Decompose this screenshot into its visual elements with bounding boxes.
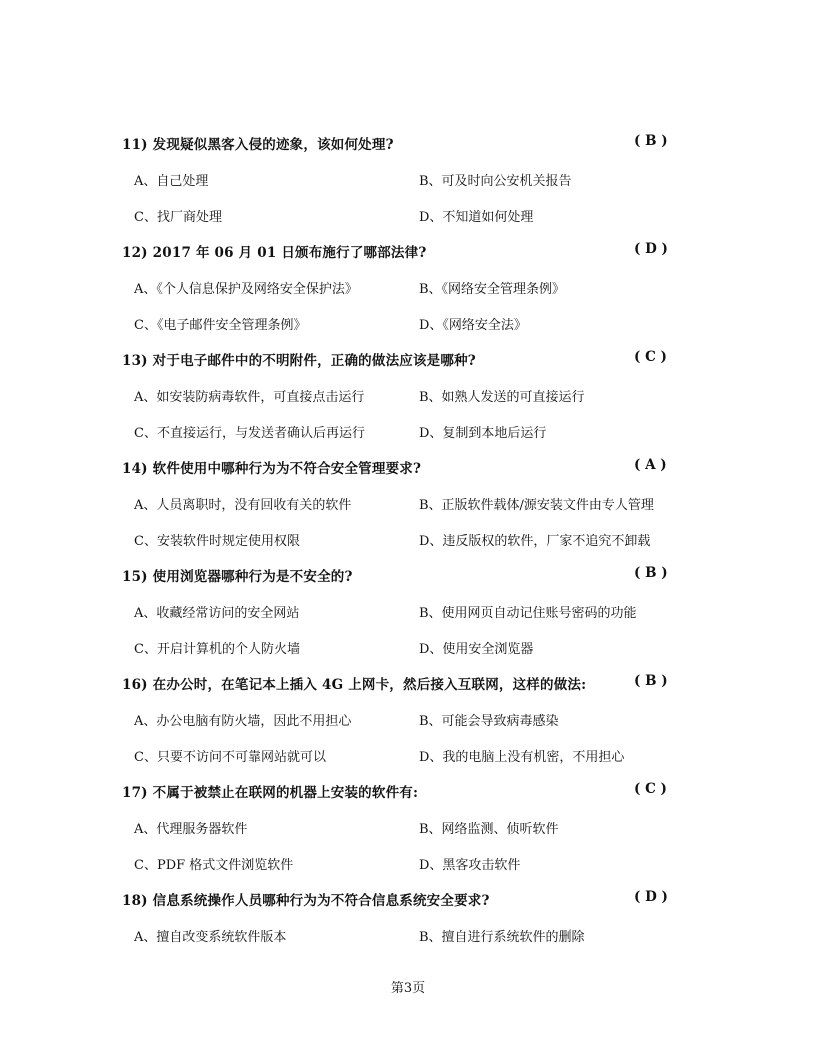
option-d: D、使用安全浏览器 xyxy=(419,642,534,657)
option-c: C、找厂商处理 xyxy=(134,210,222,225)
option-d: D、《网络安全法》 xyxy=(419,318,527,333)
option-d: D、不知道如何处理 xyxy=(419,210,534,225)
answer-label: ( D ) xyxy=(634,241,668,257)
question-text: 12) 2017 年 06 月 01 日颁布施行了哪部法律? xyxy=(122,245,427,261)
option-b: B、《网络安全管理条例》 xyxy=(419,282,566,297)
option-c: C、不直接运行，与发送者确认后再运行 xyxy=(134,426,365,441)
option-a: A、代理服务器软件 xyxy=(134,822,248,837)
option-b: B、使用网页自动记住账号密码的功能 xyxy=(419,606,637,621)
question-line xyxy=(122,889,682,909)
answer-label: ( A ) xyxy=(634,457,667,473)
option-a: A、人员离职时，没有回收有关的软件 xyxy=(134,498,352,513)
option-d: D、复制到本地后运行 xyxy=(419,426,547,441)
option-c: C、安装软件时规定使用权限 xyxy=(134,534,300,549)
option-a: A、擅自改变系统软件版本 xyxy=(134,930,287,945)
question-line xyxy=(122,349,682,369)
question-line xyxy=(122,781,682,801)
question-text: 14) 软件使用中哪种行为为不符合安全管理要求? xyxy=(122,461,422,477)
option-d: D、黑客攻击软件 xyxy=(419,858,521,873)
answer-label: ( B ) xyxy=(634,565,668,581)
option-d: D、违反版权的软件，厂家不追究不卸载 xyxy=(419,534,651,549)
option-b: B、如熟人发送的可直接运行 xyxy=(419,390,585,405)
option-a: A、办公电脑有防火墙，因此不用担心 xyxy=(134,714,352,729)
question-line xyxy=(122,133,682,153)
answer-label: ( B ) xyxy=(634,133,668,149)
option-b: B、正版软件载体/源安装文件由专人管理 xyxy=(419,498,654,513)
option-a: A、《个人信息保护及网络安全保护法》 xyxy=(134,282,358,297)
question-text: 17) 不属于被禁止在联网的机器上安装的软件有: xyxy=(122,785,419,801)
answer-label: ( B ) xyxy=(634,673,668,689)
question-line xyxy=(122,241,682,261)
question-text: 11) 发现疑似黑客入侵的迹象，该如何处理? xyxy=(122,137,394,153)
question-line xyxy=(122,565,682,585)
option-c: C、《电子邮件安全管理条例》 xyxy=(134,318,307,333)
question-line xyxy=(122,457,682,477)
option-c: C、只要不访问不可靠网站就可以 xyxy=(134,750,326,765)
option-b: B、可能会导致病毒感染 xyxy=(419,714,559,729)
answer-label: ( D ) xyxy=(634,889,668,905)
question-text: 18) 信息系统操作人员哪种行为为不符合信息系统安全要求? xyxy=(122,893,490,909)
option-b: B、擅自进行系统软件的删除 xyxy=(419,930,585,945)
option-d: D、我的电脑上没有机密，不用担心 xyxy=(419,750,625,765)
option-a: A、收藏经常访问的安全网站 xyxy=(134,606,300,621)
question-text: 15) 使用浏览器哪种行为是不安全的? xyxy=(122,569,353,585)
question-line xyxy=(122,673,682,693)
question-text: 13) 对于电子邮件中的不明附件，正确的做法应该是哪种? xyxy=(122,353,476,369)
option-a: A、自己处理 xyxy=(134,174,209,189)
option-c: C、开启计算机的个人防火墙 xyxy=(134,642,300,657)
option-c: C、PDF 格式文件浏览软件 xyxy=(134,858,294,873)
option-a: A、如安装防病毒软件，可直接点击运行 xyxy=(134,390,365,405)
answer-label: ( C ) xyxy=(634,349,667,365)
option-b: B、网络监测、侦听软件 xyxy=(419,822,559,837)
page-number: 第3页 xyxy=(390,981,426,996)
option-b: B、可及时向公安机关报告 xyxy=(419,174,572,189)
answer-label: ( C ) xyxy=(634,781,667,797)
question-text: 16) 在办公时，在笔记本上插入 4G 上网卡，然后接入互联网，这样的做法: xyxy=(122,677,587,693)
